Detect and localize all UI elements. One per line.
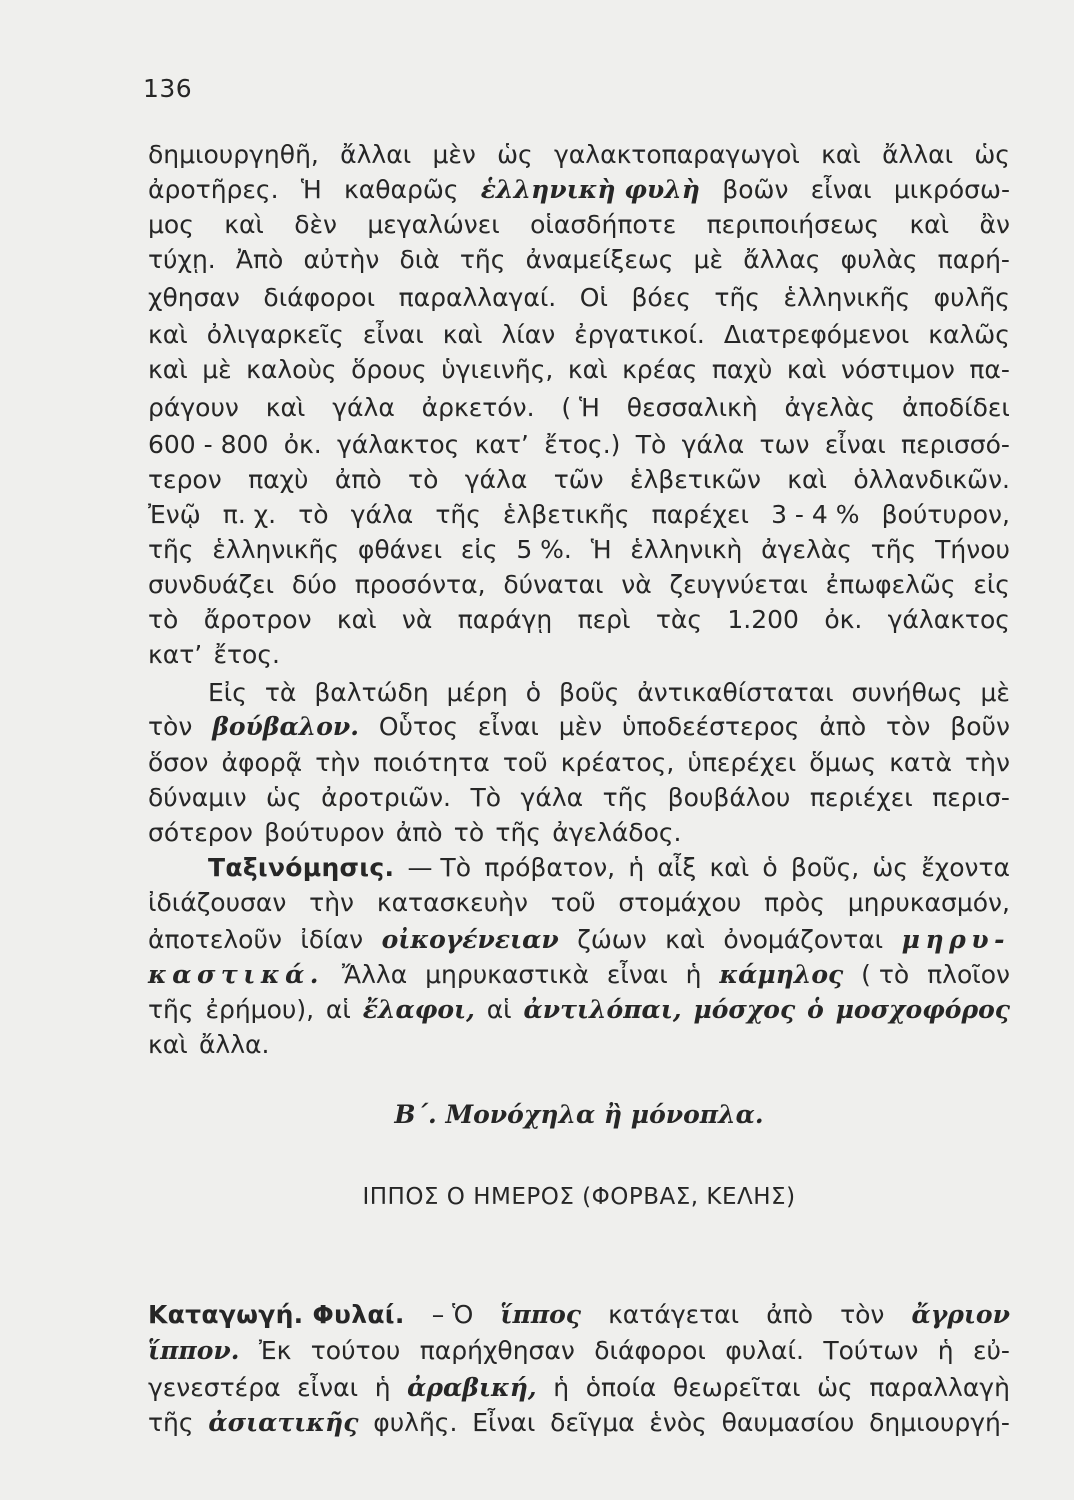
word: Εἰς [208, 678, 247, 707]
word: διάφοροι [594, 1336, 706, 1365]
word: ἑλβετικῶν [630, 465, 761, 494]
word: μηρυκαστικὰ [425, 960, 589, 989]
text-line [148, 1300, 1010, 1330]
word: π. χ. [222, 500, 277, 529]
word: δὲν [294, 210, 338, 239]
word: περισσό- [901, 430, 1010, 459]
word: εἶναι [362, 320, 424, 349]
text-line [148, 1408, 1010, 1438]
word: ἐργατικοί. [574, 320, 705, 349]
word: Εἶναι [472, 1408, 536, 1437]
word: γάλα [350, 500, 414, 529]
word: τὰ [264, 678, 297, 707]
word: 3 - 4 % [771, 500, 860, 529]
word: τῆς [148, 1408, 194, 1437]
word: γάλα [332, 393, 395, 422]
word: κρέατος, [560, 748, 675, 777]
word: παρή- [937, 245, 1010, 274]
word: ἰδίαν [300, 925, 364, 954]
word: ἀρκετόν. [421, 393, 535, 422]
word: ποιότητα [373, 748, 490, 777]
word: γάλα [520, 783, 584, 812]
word: συνήθως [851, 678, 963, 707]
text-line [148, 1336, 1010, 1366]
word: Τούτων [823, 1336, 919, 1365]
word: Ἐνῷ [148, 500, 201, 529]
word: δύναμιν [148, 783, 247, 812]
word: ὡς [497, 140, 533, 169]
word: μικρόσω- [893, 175, 1010, 204]
word: καθαρῶς [344, 175, 459, 204]
word: ἐπωφελῶς [825, 570, 956, 599]
word: τὴν [965, 748, 1010, 777]
word: παρέχει [651, 500, 749, 529]
word: ἡ [937, 1336, 954, 1365]
word: ἑλληνικὴ φυλὴ [480, 175, 700, 204]
word: τῆς [602, 783, 649, 812]
word: ἄλλαι [882, 140, 954, 169]
word: ζώων [577, 925, 647, 954]
word: 1.200 [727, 605, 799, 634]
text-line [148, 605, 1010, 635]
text-line [148, 925, 1010, 955]
word: Ἄλλα [341, 960, 408, 989]
word: μὲν [558, 712, 603, 741]
word: βούτυρον [264, 818, 385, 847]
word: ἀροτριῶν. [321, 783, 451, 812]
subheading: ΙΠΠΟΣ Ο ΗΜΕΡΟΣ (ΦΟΡΒΑΣ, ΚΕΛΗΣ) [362, 1184, 796, 1210]
word: φυλῆς [933, 283, 1010, 312]
word: περὶ [577, 605, 631, 634]
word: δύο [291, 570, 337, 599]
text-line [148, 500, 1010, 530]
word: ἀποτελοῦν [148, 925, 282, 954]
word: τῆς [435, 500, 481, 529]
word: μηρυκασμόν, [847, 888, 1010, 917]
word: παραλλαγὴ [869, 1373, 1010, 1402]
word: παρήχθησαν [419, 1336, 575, 1365]
word: Καταγωγή. Φυλαί. [148, 1300, 405, 1329]
text-line [148, 210, 1010, 240]
word: ἀροτῆρες. [148, 175, 279, 204]
word: ἡ [553, 1373, 570, 1402]
word: ἄλλας [743, 245, 821, 274]
word: πλοῖον [927, 960, 1010, 989]
word: ἡ [374, 1373, 391, 1402]
word: γάλα [464, 465, 528, 494]
page-number: 136 [143, 74, 193, 103]
text-line [148, 175, 1010, 205]
word: θαυμασίου [721, 1408, 855, 1437]
word: τὸν [148, 712, 193, 741]
word: παραλλαγαί. [398, 283, 557, 312]
section-title: Β΄. Μονόχηλα ἢ μόνοπλα. [394, 1100, 764, 1129]
word: θεσσαλικὴ [626, 393, 758, 422]
word: καὶ [336, 605, 377, 634]
word: βοῦς, [790, 853, 860, 882]
word: οἱασδήποτε [530, 210, 677, 239]
word: ἀπὸ [395, 818, 443, 847]
text-line [148, 995, 1010, 1025]
word: ἀπὸ [334, 465, 382, 494]
word: μεγαλώνει [367, 210, 500, 239]
word: νόστιμον [841, 355, 955, 384]
word: ὁ [807, 995, 824, 1024]
word: πρόβατον, [484, 853, 616, 882]
word: κατὰ [889, 748, 952, 777]
word: αὐτὴν [303, 245, 380, 274]
word: καὶ [787, 465, 827, 494]
word: λίαν [501, 320, 556, 349]
word: καὶ [442, 320, 483, 349]
word: ὁ [762, 853, 778, 882]
word: ὡς [974, 140, 1010, 169]
word: Οὗτος [378, 712, 459, 741]
word: μος [148, 210, 194, 239]
word: βαλτώδη [314, 678, 429, 707]
word: φυλὰς [840, 245, 918, 274]
word: περιέχει [809, 783, 913, 812]
word: προσόντα, [354, 570, 486, 599]
word: τῆς [148, 535, 194, 564]
word: ἀγελὰς [784, 393, 876, 422]
word: τοῦ [550, 888, 596, 917]
word: 5 %. [516, 535, 572, 564]
word: Ἡ [590, 535, 612, 564]
word: αἱ [325, 995, 351, 1024]
word: πρὸς [764, 888, 825, 917]
word: τὸν [886, 712, 931, 741]
word: τὸν [840, 1300, 885, 1329]
word: καὶ [148, 320, 188, 349]
word: μόσχος [693, 995, 796, 1024]
word: καὶ [148, 355, 188, 384]
word: ἔτος.) [544, 430, 621, 459]
word: καὶ [709, 853, 750, 882]
word: παράγῃ [457, 605, 553, 634]
word: σότερον [148, 818, 253, 847]
word: βούβαλον. [212, 712, 359, 741]
word: εἰς [460, 535, 498, 564]
word: ὁ [525, 678, 542, 707]
word: κατάγεται [608, 1300, 740, 1329]
word: βόες [631, 283, 691, 312]
word: τὸ [298, 500, 329, 529]
word: εἶναι [297, 1373, 359, 1402]
word: 600 - 800 [148, 430, 269, 459]
word: ( τὸ [861, 960, 910, 989]
word: ὑπερέχει [687, 748, 797, 777]
text-line [148, 140, 1010, 170]
word: νὰ [621, 570, 652, 599]
word: βοῶν [722, 175, 789, 204]
text-line [148, 283, 1010, 313]
word: γενεστέρα [148, 1373, 281, 1402]
word: εἶναι [824, 430, 886, 459]
word: ἔτος. [213, 640, 280, 669]
word: ἡ [685, 960, 702, 989]
word: μοσχοφόρος [835, 995, 1010, 1024]
word: περιποιήσεως [706, 210, 880, 239]
text-line [148, 818, 1010, 848]
word: Ἡ [300, 175, 322, 204]
word: καὶ [224, 210, 264, 239]
word: ἀπὸ [766, 1300, 814, 1329]
word: ἵππον. [148, 1336, 240, 1365]
word: Ἀπὸ [235, 245, 284, 274]
word: γάλακτος [337, 430, 460, 459]
word: δύναται [503, 570, 604, 599]
word: κάμηλος [719, 960, 844, 989]
word: καὶ [567, 355, 608, 384]
text-line [148, 570, 1010, 600]
word: συνδυάζει [148, 570, 275, 599]
word: ἵππος [500, 1300, 582, 1329]
word: ἰδιάζουσαν [148, 888, 287, 917]
word: τὴν [315, 748, 361, 777]
word: χθησαν [148, 283, 240, 312]
word: τὸ [148, 605, 179, 634]
word: ἄλλαι [340, 140, 412, 169]
text-line [148, 712, 1010, 742]
word: ἄροτρον [203, 605, 312, 634]
word: Ταξινόμησις. [208, 853, 395, 882]
word: οἰκογένειαν [381, 925, 559, 954]
text-line [148, 393, 1010, 423]
word: κατ’ [474, 430, 529, 459]
word: καὶ [148, 1030, 188, 1059]
word: ὅσον [148, 748, 209, 777]
text-line [148, 748, 1010, 778]
word: γάλακτος [887, 605, 1010, 634]
text-line [148, 1373, 1010, 1403]
word: Οἱ [579, 283, 608, 312]
text-line [148, 355, 1010, 385]
word: ἀναμείξεως [525, 245, 674, 274]
word: ἑλβετικῆς [503, 500, 630, 529]
word: Τὸ [470, 783, 502, 812]
word: καὶ [909, 210, 950, 239]
word: ζευγνύεται [669, 570, 808, 599]
word: αἱ [486, 995, 512, 1024]
word: ἑνὸς [649, 1408, 707, 1437]
word: τῆς [714, 283, 760, 312]
word: των [759, 430, 810, 459]
word: μέρη [446, 678, 508, 707]
word: γαλακτοπαραγωγοὶ [554, 140, 800, 169]
word: τύχῃ. [148, 245, 216, 274]
word: εἰς [973, 570, 1010, 599]
word: καὶ [265, 393, 306, 422]
word: βουβάλου [667, 783, 791, 812]
word: ὀνομάζονται [723, 925, 884, 954]
word: ὁποία [585, 1373, 657, 1402]
word: τὸ [453, 818, 485, 847]
word: ὀλιγαρκεῖς [206, 320, 344, 349]
word: ὡς [817, 1373, 853, 1402]
word: ὀκ. [283, 430, 322, 459]
text-line [148, 535, 1010, 565]
word: ἔχοντα [921, 853, 1010, 882]
word: καὶ [665, 925, 705, 954]
word: τῆς [495, 818, 541, 847]
word: τῶν [553, 465, 604, 494]
word: μὲ [693, 245, 724, 274]
word: ( Ἡ [561, 393, 600, 422]
word: πα- [969, 355, 1010, 384]
word: ἑλληνικὴ [630, 535, 743, 564]
word: αἶξ [657, 853, 697, 882]
word: τῆς [148, 995, 194, 1024]
word: ἀσιατικῆς [208, 1408, 359, 1437]
word: ὡς [266, 783, 302, 812]
word: μὲ [980, 678, 1010, 707]
text-line [148, 640, 1010, 670]
word: δημιουργηθῆ, [148, 140, 319, 169]
word: φυλῆς. [373, 1408, 458, 1437]
word: τὴν [309, 888, 355, 917]
word: τὸ [408, 465, 439, 494]
word: ἡ [628, 853, 645, 882]
word: ράγουν [148, 393, 239, 422]
word: ἀπὸ [819, 712, 867, 741]
word: ἀποδίδει [902, 393, 1010, 422]
word: καλῶς [928, 320, 1010, 349]
word: μὲ [202, 355, 232, 384]
word: ὅρους [351, 355, 427, 384]
text-line [208, 678, 1010, 708]
word: περισ- [932, 783, 1010, 812]
word: μὲν [432, 140, 476, 169]
text-line [148, 430, 1010, 460]
word: διὰ [399, 245, 440, 274]
word: τοῦ [502, 748, 548, 777]
word: καὶ [821, 140, 861, 169]
word: καστικά. [148, 960, 325, 989]
word: διάφοροι [263, 283, 376, 312]
word: τῆς [870, 535, 917, 564]
text-line [148, 888, 1010, 918]
word: βούτυρον, [881, 500, 1010, 529]
word: γάλα [681, 430, 745, 459]
word: ἂν [979, 210, 1010, 239]
text-line [148, 783, 1010, 813]
word: ὑποδεέστερος [622, 712, 800, 741]
word: νὰ [401, 605, 433, 634]
word: στομάχου [618, 888, 742, 917]
word: ὅμως [809, 748, 877, 777]
word: ἀγελὰς [761, 535, 852, 564]
word: — Τὸ [407, 853, 471, 882]
word: κρέας [622, 355, 698, 384]
word: δεῖγμα [550, 1408, 635, 1437]
word: παχὺ [248, 465, 309, 494]
text-line [148, 245, 1010, 275]
word: ἄλλα. [198, 1030, 270, 1059]
word: τὰς [655, 605, 703, 634]
word: τῆς [459, 245, 506, 274]
word: δημιουργή- [869, 1408, 1010, 1437]
word: καλοὺς [246, 355, 337, 384]
word: βοῦς [558, 678, 620, 707]
word: εἶναι [477, 712, 539, 741]
word: ἀντικαθίσταται [637, 678, 834, 707]
word: βοῦν [950, 712, 1010, 741]
text-line [148, 960, 1010, 990]
word: ἄγριον [911, 1300, 1010, 1329]
word: ὑγιεινῆς, [441, 355, 554, 384]
word: κατασκευὴν [376, 888, 528, 917]
word: ὁλλανδικῶν. [853, 465, 1010, 494]
word: φθάνει [357, 535, 443, 564]
word: ἑλληνικῆς [212, 535, 340, 564]
word: – Ὁ [431, 1300, 474, 1329]
word: Τήνου [935, 535, 1010, 564]
word: Ἐκ [258, 1336, 292, 1365]
word: ἐρήμου), [205, 995, 315, 1024]
text-line [148, 320, 1010, 350]
word: ὀκ. [824, 605, 863, 634]
word: θεωρεῖται [672, 1373, 801, 1402]
word: φυλαί. [725, 1336, 804, 1365]
word: ὡς [872, 853, 909, 882]
text-line [148, 465, 1010, 495]
word: καὶ [786, 355, 827, 384]
word: ἔλαφοι, [362, 995, 475, 1024]
word: ἀφορᾷ [221, 748, 303, 777]
word: εἶναι [810, 175, 872, 204]
word: Διατρεφόμενοι [723, 320, 910, 349]
word: τούτου [310, 1336, 401, 1365]
text-line [148, 1030, 1010, 1060]
word: εἶναι [606, 960, 668, 989]
word: ἑλληνικῆς [783, 283, 911, 312]
word: κατ’ [148, 640, 203, 669]
word: ἀντιλόπαι, [523, 995, 682, 1024]
text-line [208, 853, 1010, 883]
word: μηρυ- [901, 925, 1010, 954]
word: ἀγελάδος. [552, 818, 682, 847]
word: τερον [148, 465, 222, 494]
word: εὐ- [972, 1336, 1010, 1365]
word: ἀραβική, [407, 1373, 537, 1402]
word: παχὺ [711, 355, 773, 384]
word: Τὸ [635, 430, 667, 459]
